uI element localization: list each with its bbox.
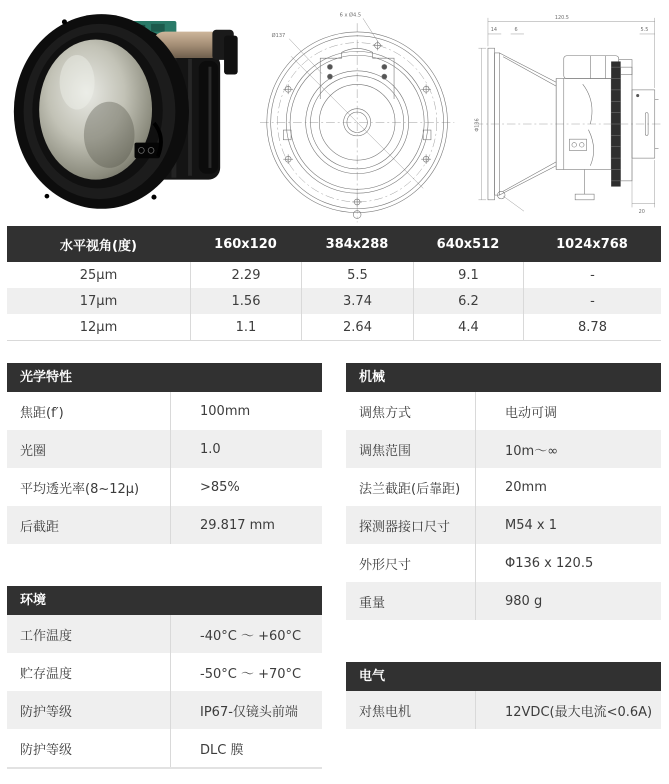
spec-value: -50°C ～ +70°C: [170, 653, 322, 691]
spec-label: 焦距(f′): [20, 405, 64, 421]
fov-table-row: [7, 314, 661, 340]
spec-row: [7, 392, 322, 430]
spec-row: [346, 506, 661, 544]
spec-value: 10m～∞: [475, 430, 661, 468]
front-dim-diameter: Ø137: [272, 32, 286, 39]
front-dim-hole-note: 6 x Ø4.5: [340, 12, 362, 19]
fov-value: 6.2: [413, 288, 523, 314]
spec-row: [346, 468, 661, 506]
fov-value: 8.78: [523, 314, 661, 340]
spec-value: -40°C ～ +60°C: [170, 615, 322, 653]
side-dim-flange: 20: [638, 209, 645, 216]
fov-value: 1.1: [190, 314, 301, 340]
fov-table-header: [7, 226, 661, 262]
spec-value: Φ136 x 120.5: [475, 544, 661, 582]
spec-row: [7, 691, 322, 729]
section-electrical-title: 电气: [346, 662, 661, 691]
spec-row: [346, 392, 661, 430]
fov-col-1024x768: 1024x768: [556, 236, 628, 252]
fov-value: 5.5: [301, 262, 413, 288]
spec-row: [346, 430, 661, 468]
spec-label: 探测器接口尺寸: [359, 519, 451, 535]
side-dim-rear: 5.5: [640, 27, 649, 34]
section-electrical-rows: [346, 691, 661, 729]
spec-value: DLC 膜: [170, 729, 322, 767]
side-view-drawing: [469, 4, 663, 226]
pixel-pitch-label: 17μm: [79, 293, 118, 309]
spec-row: [346, 544, 661, 582]
spec-label: 调焦方式: [359, 405, 412, 421]
side-dim-overall: 120.5: [554, 14, 569, 21]
fov-value: 2.29: [190, 262, 301, 288]
spec-label: 平均透光率(8~12μ): [20, 481, 140, 497]
fov-value: 4.4: [413, 314, 523, 340]
front-view-svg: [260, 4, 454, 226]
spec-row: [346, 582, 661, 620]
fov-col-title: 水平视角(度): [60, 238, 137, 254]
top-image-strip: [0, 0, 669, 226]
fov-value: 2.64: [301, 314, 413, 340]
spec-row: [7, 468, 322, 506]
spec-label: 贮存温度: [20, 666, 73, 682]
section-environment: [7, 586, 322, 769]
fov-value: -: [523, 288, 661, 314]
section-mechanical: [346, 363, 661, 620]
side-dim-diameter: Φ136: [474, 118, 481, 132]
spec-label: 防护等级: [20, 742, 73, 758]
lens-photo-illustration: [8, 4, 246, 218]
fov-value: -: [523, 262, 661, 288]
spec-row: [7, 615, 322, 653]
spec-value: >85%: [170, 468, 322, 506]
section-environment-rows: [7, 615, 322, 769]
spec-area: [7, 363, 661, 769]
section-optical-title: 光学特性: [7, 363, 322, 392]
section-mechanical-title: 机械: [346, 363, 661, 392]
section-optical-rows: [7, 392, 322, 544]
spec-label: 重量: [359, 595, 386, 611]
spec-column-left: [7, 363, 322, 769]
fov-table-row: [7, 262, 661, 288]
section-mechanical-rows: [346, 392, 661, 620]
spec-value: 29.817 mm: [170, 506, 322, 544]
section-optical: [7, 363, 322, 544]
spec-row: [7, 430, 322, 468]
spec-row: [346, 691, 661, 729]
spec-value: 100mm: [170, 392, 322, 430]
fov-col-160x120: 160x120: [214, 236, 277, 252]
fov-table: [7, 226, 661, 341]
spec-column-right: [346, 363, 661, 729]
spec-label: 法兰截距(后靠距): [359, 481, 461, 497]
side-dim-front-a: 14: [490, 27, 497, 34]
side-dim-front-b: 6: [514, 27, 518, 34]
product-photo: [8, 4, 246, 218]
spec-label: 外形尺寸: [359, 557, 412, 573]
spec-label: 调焦范围: [359, 443, 412, 459]
spec-value: M54 x 1: [475, 506, 661, 544]
fov-col-384x288: 384x288: [325, 236, 389, 252]
spec-value: IP67-仅镜头前端: [170, 691, 322, 729]
spec-label: 光圈: [20, 443, 47, 459]
spec-value: 20mm: [475, 468, 661, 506]
section-environment-title: 环境: [7, 586, 322, 615]
pixel-pitch-label: 12μm: [79, 319, 118, 335]
fov-value: 3.74: [301, 288, 413, 314]
fov-table-row: [7, 288, 661, 314]
spec-label: 后截距: [20, 519, 60, 535]
spec-label: 对焦电机: [359, 704, 412, 720]
section-electrical: [346, 662, 661, 729]
spec-row: [7, 653, 322, 691]
fov-col-640x512: 640x512: [436, 236, 500, 252]
spec-value: 1.0: [170, 430, 322, 468]
fov-table-body: [7, 262, 661, 341]
front-view-drawing: [260, 4, 454, 226]
spec-value: 12VDC(最大电流<0.6A): [475, 691, 661, 729]
spec-row: [7, 506, 322, 544]
spec-label: 工作温度: [20, 628, 73, 644]
fov-value: 9.1: [413, 262, 523, 288]
side-view-svg: [469, 4, 663, 226]
spec-row: [7, 729, 322, 767]
spec-value: 电动可调: [475, 392, 661, 430]
pixel-pitch-label: 25μm: [79, 267, 118, 283]
spec-value: 980 g: [475, 582, 661, 620]
spec-label: 防护等级: [20, 704, 73, 720]
fov-value: 1.56: [190, 288, 301, 314]
